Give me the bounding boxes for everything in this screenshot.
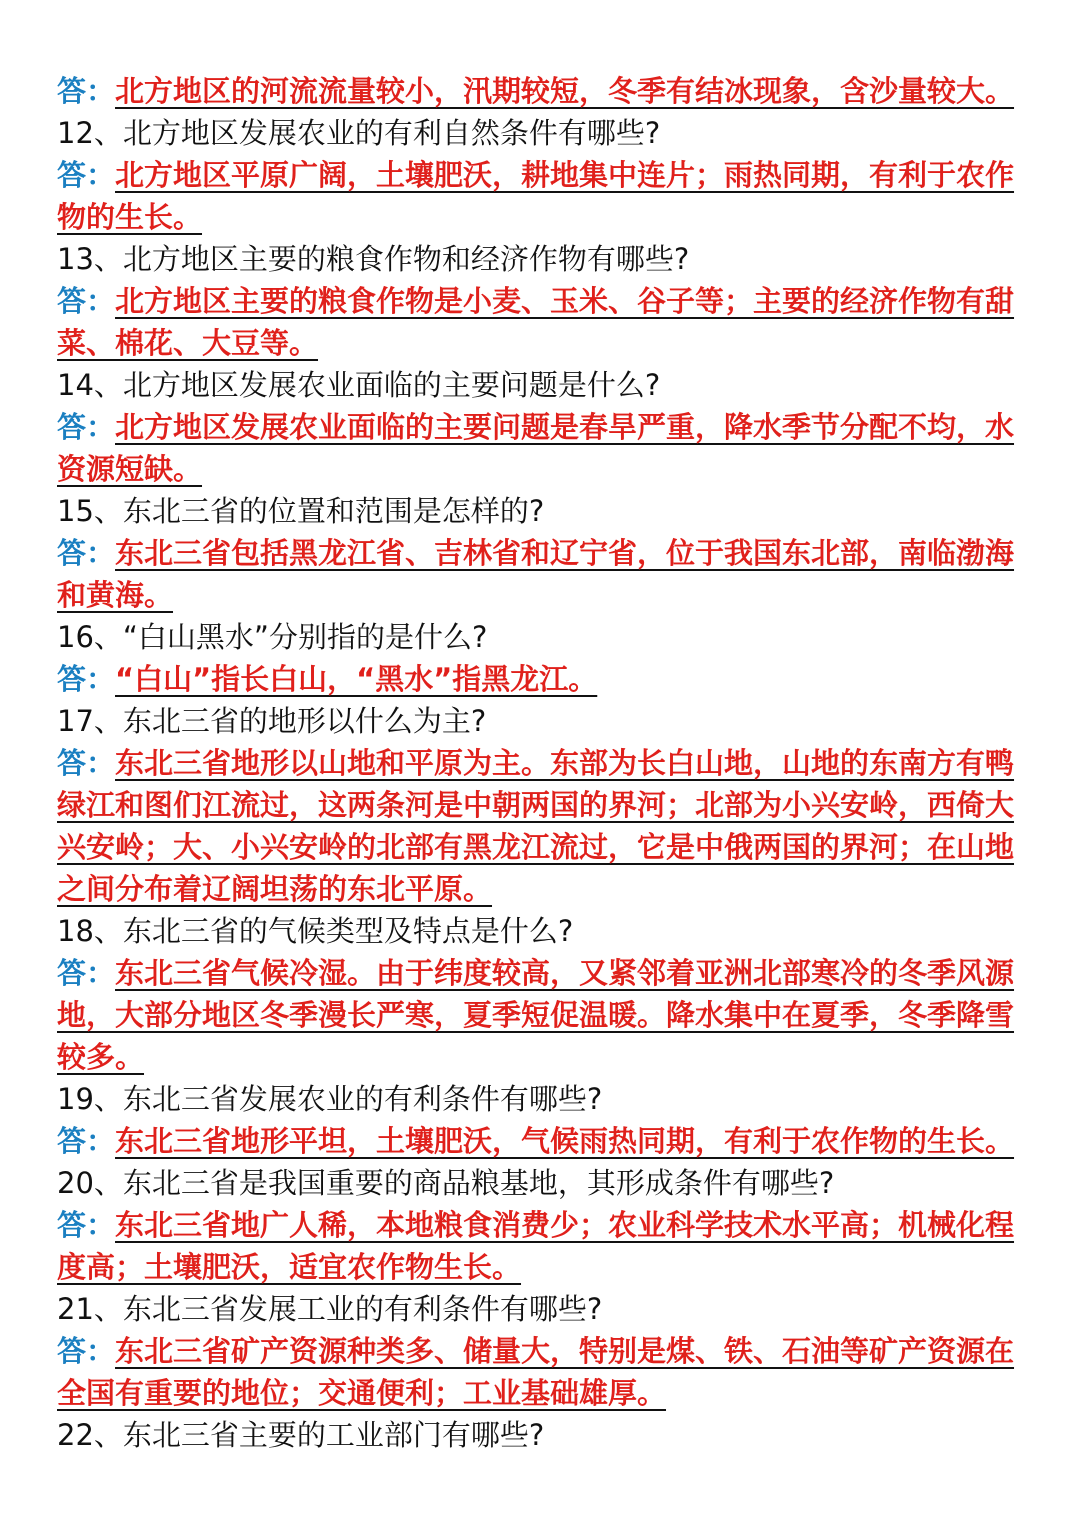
answer-15	[57, 532, 1023, 616]
answer-18	[57, 952, 1023, 1078]
answer-label: 答：	[57, 158, 116, 192]
answer-text: 东北三省包括黑龙江省、吉林省和辽宁省，位于我国东北部，南临渤海和黄海。	[57, 536, 1015, 612]
answer-14	[57, 406, 1023, 490]
question-19: 19、东北三省发展农业的有利条件有哪些?	[57, 1082, 603, 1116]
qa-document	[57, 70, 1023, 1456]
answer-text: 北方地区主要的粮食作物是小麦、玉米、谷子等；主要的经济作物有甜菜、棉花、大豆等。	[57, 284, 1015, 360]
answer-label: 答：	[57, 536, 116, 570]
answer-17	[57, 742, 1023, 910]
question-21: 21、东北三省发展工业的有利条件有哪些?	[57, 1292, 603, 1326]
question-22: 22、东北三省主要的工业部门有哪些?	[57, 1418, 545, 1452]
answer-text: 东北三省地形平坦，土壤肥沃，气候雨热同期，有利于农作物的生长。	[115, 1124, 1015, 1158]
answer-16	[57, 658, 1023, 700]
answer-label: 答：	[57, 956, 116, 990]
question-17: 17、东北三省的地形以什么为主?	[57, 704, 487, 738]
answer-text: 东北三省气候冷湿。由于纬度较高，又紧邻着亚洲北部寒冷的冬季风源地，大部分地区冬季漫长严寒，夏季短促温暖。降水集中在夏季，冬季降雪较多。	[57, 956, 1015, 1074]
answer-19	[57, 1120, 1023, 1162]
answer-13	[57, 280, 1023, 364]
question-18: 18、东北三省的气候类型及特点是什么?	[57, 914, 574, 948]
answer-text: 东北三省矿产资源种类多、储量大，特别是煤、铁、石油等矿产资源在全国有重要的地位；交通便利；工业基础雄厚。	[57, 1334, 1015, 1410]
answer-label: 答：	[57, 1334, 116, 1368]
answer-text: 东北三省地广人稀，本地粮食消费少；农业科学技术水平高；机械化程度高；土壤肥沃，适宜农作物生长。	[57, 1208, 1015, 1284]
answer-text: “白山”指长白山，“黑水”指黑龙江。	[115, 662, 598, 696]
answer-21	[57, 1330, 1023, 1414]
question-13: 13、北方地区主要的粮食作物和经济作物有哪些?	[57, 242, 690, 276]
answer-label: 答：	[57, 746, 116, 780]
answer-label: 答：	[57, 74, 116, 108]
question-20: 20、东北三省是我国重要的商品粮基地，其形成条件有哪些?	[57, 1166, 835, 1200]
answer-label: 答：	[57, 284, 116, 318]
answer-11	[57, 70, 1023, 112]
answer-12	[57, 154, 1023, 238]
answer-20	[57, 1204, 1023, 1288]
answer-text: 东北三省地形以山地和平原为主。东部为长白山地，山地的东南方有鸭绿江和图们江流过，这两条河是中朝两国的界河；北部为小兴安岭，西倚大兴安岭；大、小兴安岭的北部有黑龙江流过，它是中俄两国的界河；在山地之间分布着辽阔坦荡的东北平原。	[57, 746, 1015, 906]
answer-text: 北方地区发展农业面临的主要问题是春旱严重，降水季节分配不均，水资源短缺。	[57, 410, 1015, 486]
question-16: 16、“白山黑水”分别指的是什么?	[57, 620, 488, 654]
answer-label: 答：	[57, 1124, 116, 1158]
question-12: 12、北方地区发展农业的有利自然条件有哪些?	[57, 116, 661, 150]
answer-label: 答：	[57, 662, 116, 696]
answer-label: 答：	[57, 410, 116, 444]
answer-text: 北方地区的河流流量较小，汛期较短，冬季有结冰现象，含沙量较大。	[115, 74, 1015, 108]
question-14: 14、北方地区发展农业面临的主要问题是什么?	[57, 368, 661, 402]
answer-label: 答：	[57, 1208, 116, 1242]
answer-text: 北方地区平原广阔，土壤肥沃，耕地集中连片；雨热同期，有利于农作物的生长。	[57, 158, 1015, 234]
question-15: 15、东北三省的位置和范围是怎样的?	[57, 494, 545, 528]
